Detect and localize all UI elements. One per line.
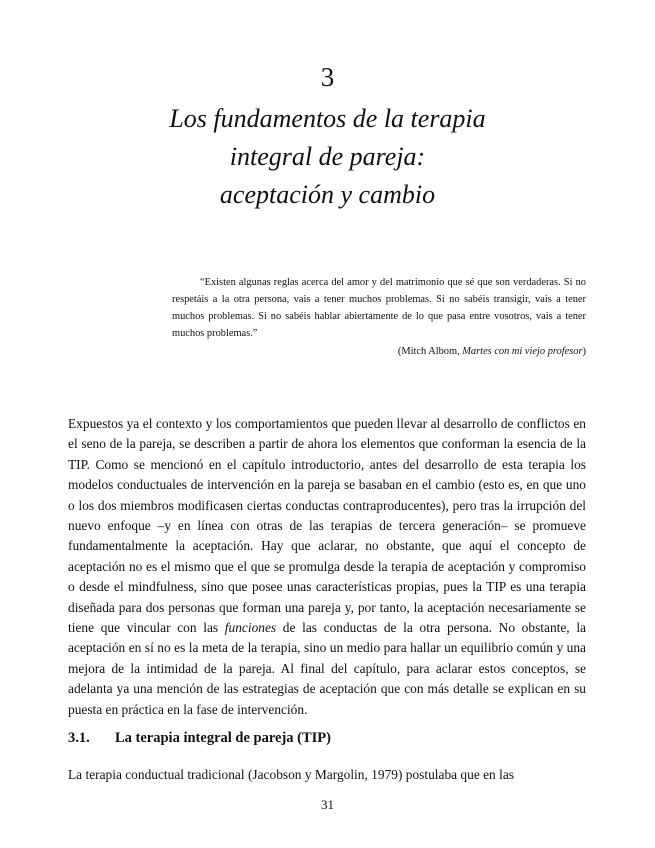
epigraph-work-title: Martes con mi viejo profesor (462, 346, 583, 357)
page-number: 31 (321, 797, 334, 812)
epigraph (172, 274, 586, 360)
chapter-number: 3 (320, 62, 335, 92)
chapter-title-line-2: integral de pareja: (229, 142, 426, 171)
paragraph-1-emphasis: funciones (224, 620, 277, 636)
chapter-title (0, 100, 655, 214)
chapter-title-line-3: aceptación y cambio (219, 180, 436, 209)
epigraph-attribution (172, 343, 586, 360)
epigraph-close: ) (582, 346, 586, 357)
body-paragraph-1 (68, 414, 586, 720)
epigraph-author: (Mitch Albom, (397, 346, 463, 357)
body-paragraph-2: La terapia conductual tradicional (Jacobson y Margolin, 1979) postulaba que en las (68, 767, 514, 782)
section-heading (68, 728, 331, 748)
epigraph-quote: “Existen algunas reglas acerca del amor y del matrimonio que sé que son verdaderas. Si no respetáis a la otra persona, vais a tener muchos problemas. Si no sabéis transigir, vais a tener muchos problemas. Si no sabéis hablar abiertamente de lo que pasa entre vosotros, vais a tener muchos problemas.” (172, 277, 586, 339)
section-number: 3.1. (68, 730, 90, 746)
section-title: La terapia integral de pareja (TIP) (115, 730, 331, 746)
chapter-title-line-1: Los fundamentos de la terapia (169, 104, 486, 133)
paragraph-1-part-1: Expuestos ya el contexto y los comportamientos que pueden llevar al desarrollo de conflictos en el seno de la pareja, se describen a partir de ahora los elementos que conforman la esencia de la TIP. Como se mencionó en el capítulo introductorio, antes del desarrollo de esta terapia los modelos conductuales de intervención en la pareja se basaban en el cambio (esto es, en que uno o los dos miembros modificasen ciertas conductas contraproducentes), pero tras la irrupción del nuevo enfoque –y en línea con otras de las terapias de tercera generación– se promueve fundamentalmente la aceptación. Hay que aclarar, no obstante, que aquí el concepto de aceptación no es el mismo que el que se promulga desde la terapia de aceptación y compromiso o desde el mindfulness, sino que posee unas características propias, pues la TIP es una terapia diseñada para dos personas que forman una pareja y, por tanto, la aceptación necesariamente se tiene que vincular con las (68, 416, 586, 636)
paragraph-1-part-2: de las conductas de la otra persona. No obstante, la aceptación en sí no es la meta de la terapia, sino un medio para hallar un equilibrio común y una mejora de la intimidad de la pareja. Al final del capítulo, para aclarar estos conceptos, se adelanta ya una mención de las estrategias de aceptación que con más detalle se explican en su puesta en práctica en la fase de intervención. (68, 620, 586, 717)
